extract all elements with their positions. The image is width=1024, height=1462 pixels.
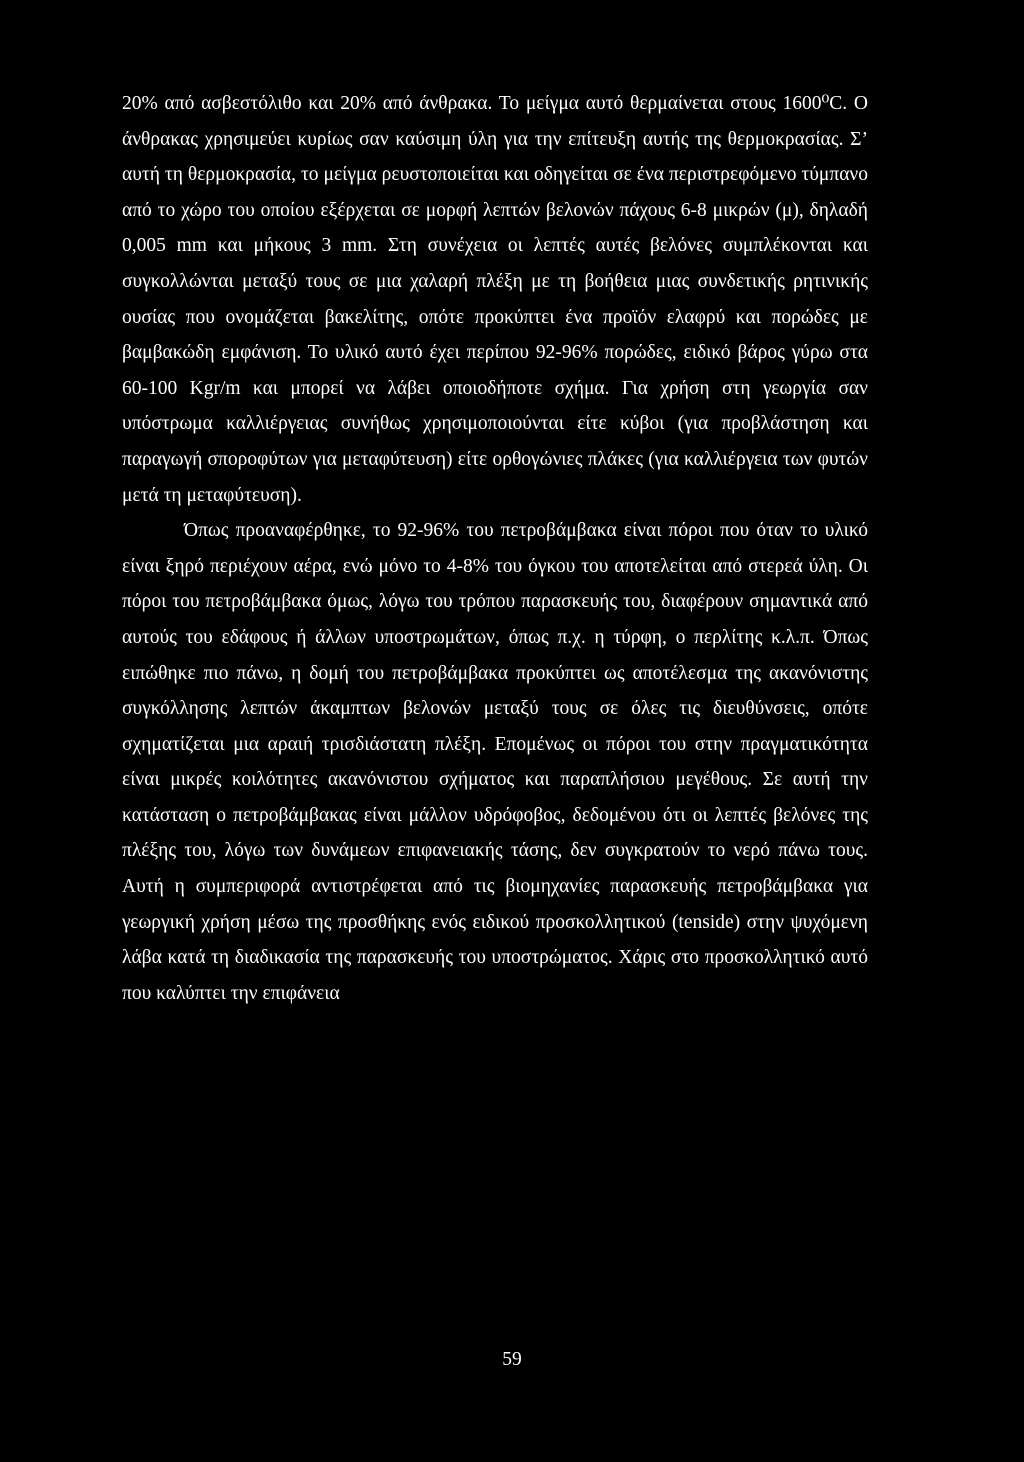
- page-number: 59: [502, 1349, 522, 1370]
- paragraph-1: 20% από ασβεστόλιθο και 20% από άνθρακα. Το μείγμα αυτό θερμαίνεται στους 1600⁰C. Ο άνθρακας χρησιμεύει κυρίως σαν καύσιμη ύλη για την επίτευξη αυτής της θερμοκρασίας. Σ’ αυτή τη θερμοκρασία, το μείγμα ρευστοποιείται και οδηγείται σε ένα περιστρεφόμενο τύμπανο από το χώρο του οποίου εξέρχεται σε μορφή λεπτών βελονών πάχους 6-8 μικρών (μ), δηλαδή 0,005 mm και μήκους 3 mm. Στη συνέχεια οι λεπτές αυτές βελόνες συμπλέκονται και συγκολλώνται μεταξύ τους σε μια χαλαρή πλέξη με τη βοήθεια μιας συνδετικής ρητινικής ουσίας που ονομάζεται βακελίτης, οπότε προκύπτει ένα προϊόν ελαφρύ και πορώδες με βαμβακώδη εμφάνιση. Το υλικό αυτό έχει περίπου 92-96% πορώδες, ειδικό βάρος γύρω στα 60-100 Kgr/m και μπορεί να λάβει οποιοδήποτε σχήμα. Για χρήση στη γεωργία σαν υπόστρωμα καλλιέργειας συνήθως χρησιμοποιούνται είτε κύβοι (για προβλάστηση και παραγωγή σποροφύτων για μεταφύτευση) είτε ορθογώνιες πλάκες (για καλλιέργεια των φυτών μετά τη μεταφύτευση).: [122, 93, 868, 506]
- paragraph-2: Όπως προαναφέρθηκε, το 92-96% του πετροβάμβακα είναι πόροι που όταν το υλικό είναι ξηρό περιέχουν αέρα, ενώ μόνο το 4-8% του όγκου του αποτελείται από στερεά ύλη. Οι πόροι του πετροβάμβακα όμως, λόγω του τρόπου παρασκευής του, διαφέρουν σημαντικά από αυτούς του εδάφους ή άλλων υποστρωμάτων, όπως π.χ. η τύρφη, ο περλίτης κ.λ.π. Όπως ειπώθηκε πιο πάνω, η δομή του πετροβάμβακα προκύπτει ως αποτέλεσμα της ακανόνιστης συγκόλλησης λεπτών άκαμπτων βελονών μεταξύ τους σε όλες τις διευθύνσεις, οπότε σχηματίζεται μια αραιή τρισδιάστατη πλέξη. Επομένως οι πόροι του στην πραγματικότητα είναι μικρές κοιλότητες ακανόνιστου σχήματος και παραπλήσιου μεγέθους. Σε αυτή την κατάσταση ο πετροβάμβακας είναι μάλλον υδρόφοβος, δεδομένου ότι οι λεπτές βελόνες της πλέξης του, λόγω των δυνάμεων επιφανειακής τάσης, δεν συγκρατούν το νερό πάνω τους. Αυτή η συμπεριφορά αντιστρέφεται από τις βιομηχανίες παρασκευής πετροβάμβακα για γεωργική χρήση μέσω της προσθήκης ενός ειδικού προσκολλητικού (tenside) στην ψυχόμενη λάβα κατά τη διαδικασία της παρασκευής του υποστρώματος. Χάρις στο προσκολλητικό αυτό που καλύπτει την επιφάνεια: [122, 520, 868, 1004]
- body-text: [122, 86, 868, 1011]
